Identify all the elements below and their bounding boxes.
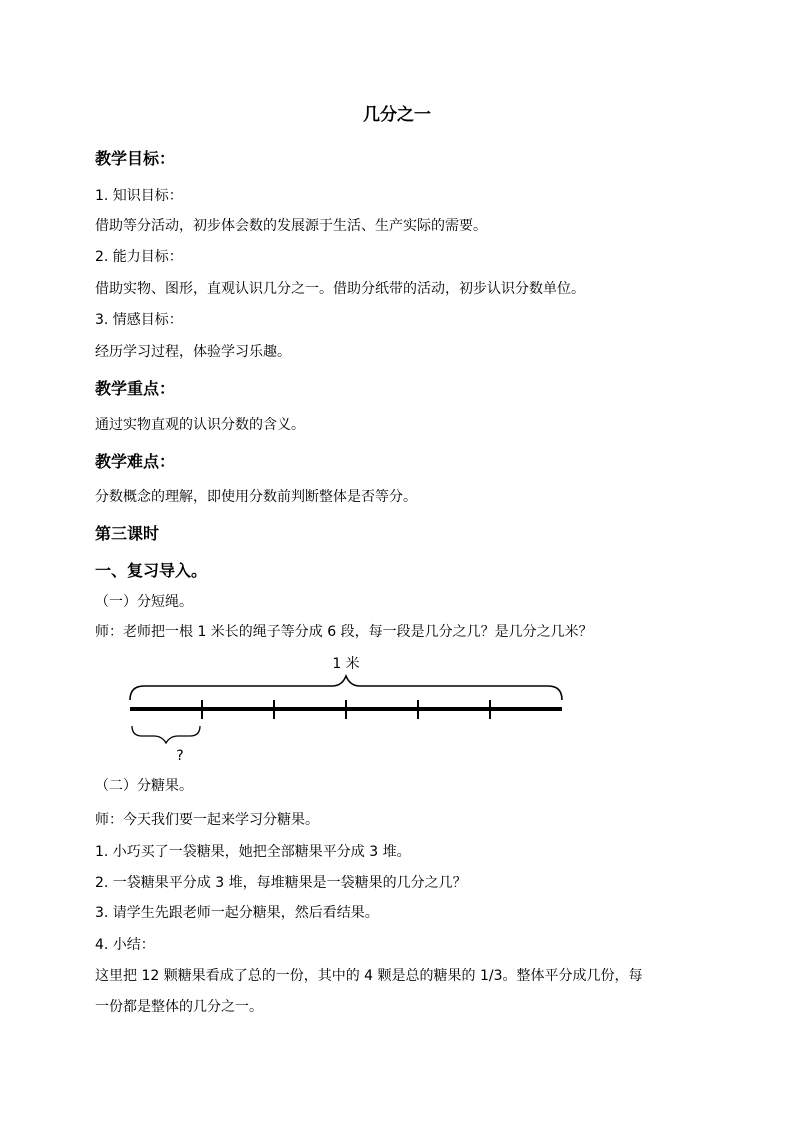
- step-1: 1. 小巧买了一袋糖果，她把全部糖果平分成 3 堆。: [95, 844, 411, 860]
- sub-section-2: （二）分糖果。: [95, 778, 193, 794]
- key-points-text: 通过实物直观的认识分数的含义。: [95, 417, 305, 433]
- page-title: 几分之一: [363, 105, 431, 125]
- goal-1-label: 1. 知识目标：: [95, 188, 183, 204]
- difficulties-heading: 教学难点：: [95, 452, 176, 471]
- rope-diagram: [120, 650, 580, 770]
- total-brace: [130, 676, 562, 700]
- goals-heading: 教学目标：: [95, 149, 176, 168]
- lesson-heading: 第三课时: [95, 524, 160, 543]
- goal-3-label: 3. 情感目标：: [95, 312, 183, 328]
- summary-line-1: 这里把 12 颗糖果看成了总的一份，其中的 4 颗是总的糖果的 1/3。整体平分成几份，每: [95, 968, 643, 984]
- teacher-intro: 师：今天我们要一起来学习分糖果。: [95, 812, 319, 828]
- goal-2-label: 2. 能力目标：: [95, 249, 183, 265]
- segment-question-label: ?: [176, 748, 184, 764]
- segment-brace: [132, 726, 200, 743]
- sub-section-1: （一）分短绳。: [95, 594, 193, 610]
- teacher-question-1: 师：老师把一根 1 米长的绳子等分成 6 段，每一段是几分之几？是几分之几米？: [95, 624, 593, 640]
- step-4: 4. 小结：: [95, 937, 155, 953]
- summary-line-2: 一份都是整体的几分之一。: [95, 999, 263, 1015]
- total-length-label: 1 米: [332, 656, 360, 672]
- step-3: 3. 请学生先跟老师一起分糖果，然后看结果。: [95, 905, 379, 921]
- goal-2-text: 借助实物、图形，直观认识几分之一。借助分纸带的活动，初步认识分数单位。: [95, 281, 585, 297]
- goal-1-text: 借助等分活动，初步体会数的发展源于生活、生产实际的需要。: [95, 218, 487, 234]
- part-1-heading: 一、复习导入。: [95, 561, 208, 580]
- difficulties-text: 分数概念的理解，即使用分数前判断整体是否等分。: [95, 489, 417, 505]
- step-2: 2. 一袋糖果平分成 3 堆，每堆糖果是一袋糖果的几分之几？: [95, 875, 467, 891]
- key-points-heading: 教学重点：: [95, 379, 176, 398]
- goal-3-text: 经历学习过程，体验学习乐趣。: [95, 344, 291, 360]
